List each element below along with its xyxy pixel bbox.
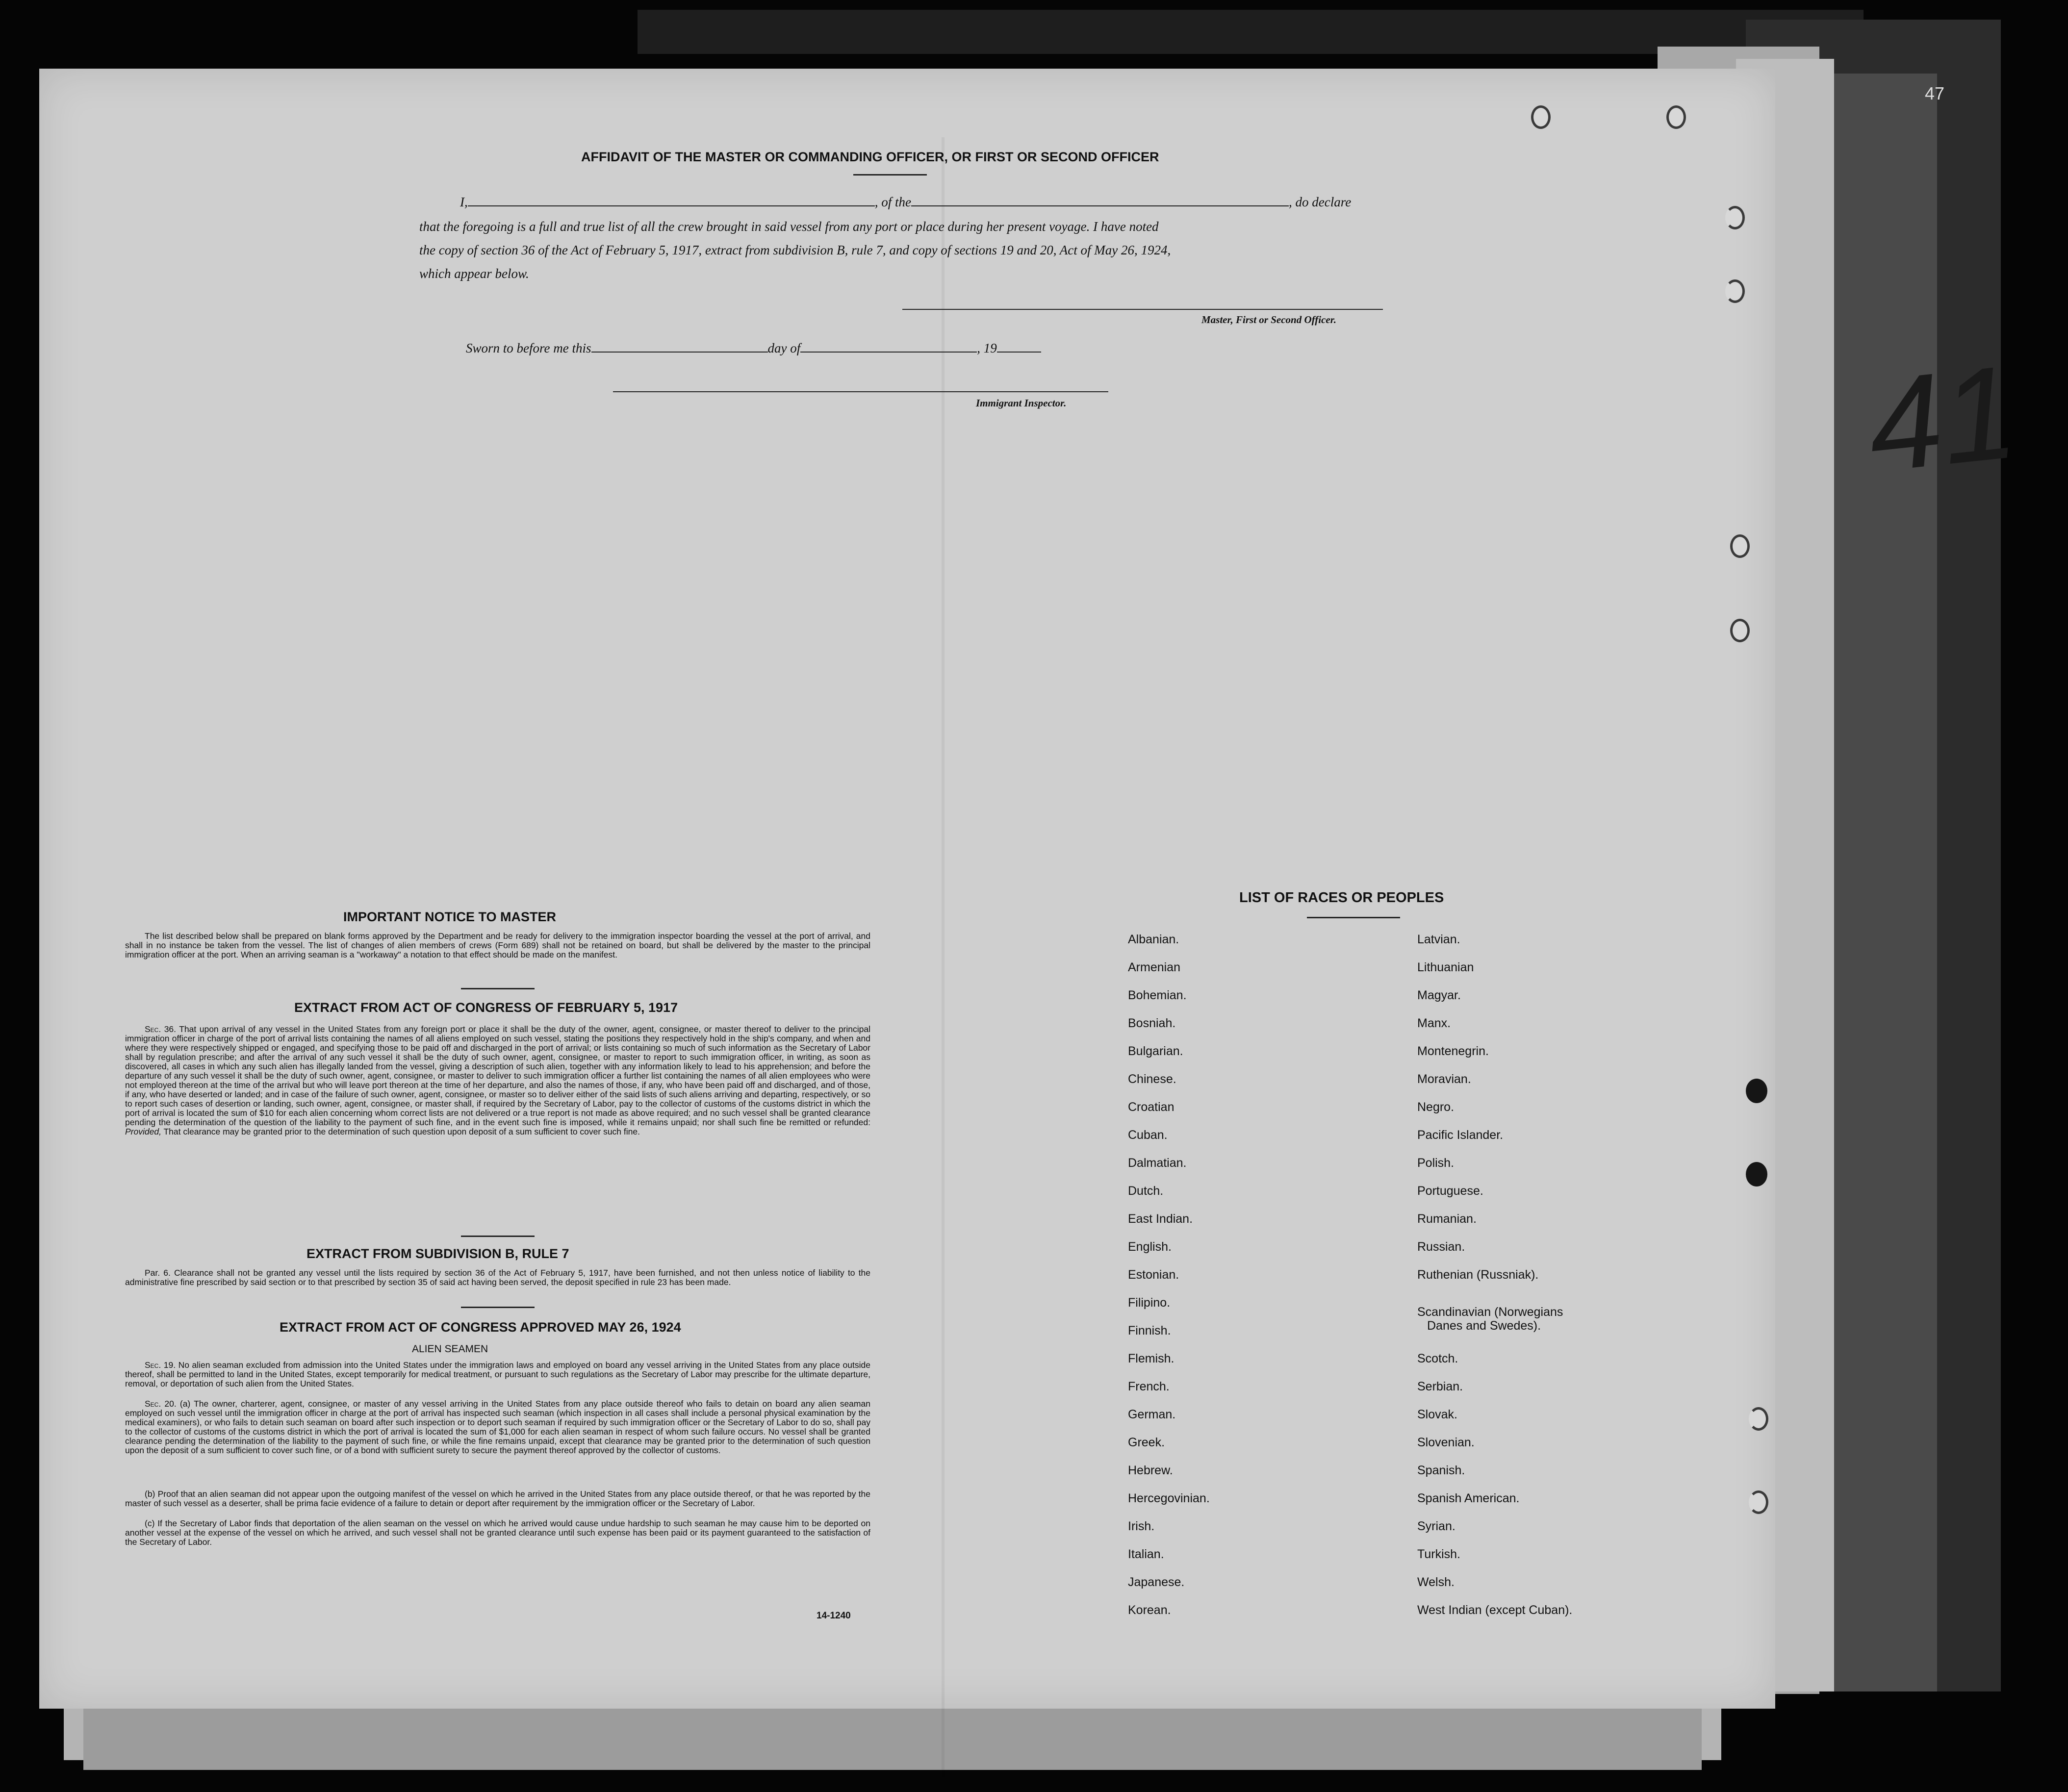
vessel-blank bbox=[911, 205, 1289, 206]
race-item: Irish. bbox=[1128, 1519, 1155, 1533]
race-item: Greek. bbox=[1128, 1436, 1165, 1449]
race-item: Albanian. bbox=[1128, 933, 1179, 946]
form-number: 14-1240 bbox=[817, 1611, 851, 1621]
page-fold bbox=[942, 137, 945, 1777]
punch-hole bbox=[1746, 1079, 1767, 1103]
rule-7-title: EXTRACT FROM SUBDIVISION B, RULE 7 bbox=[306, 1246, 569, 1261]
race-item: Rumanian. bbox=[1417, 1212, 1477, 1226]
section-rule bbox=[461, 1307, 535, 1308]
name-blank bbox=[468, 205, 875, 206]
section-20a-text: Sec. 20. (a) The owner, charterer, agent, consignee, or master of any vessel arriving in the United States from any place outside thereof who fails to detain on board any alien seaman employed on such vessel until the immigration officer in charge at the port of arrival has inspected such seaman (which inspection in all cases shall include a personal physical examination by the medical examiners), or who fails to detain such seaman on board after such inspection or to deport such seaman if required by such immigration officer or the Secretary of Labor to do so, shall pay to the collector of customs of the customs district in which the port of arrival is located the sum of $1,000 for each alien seaman in respect of whom such failure occurs. No vessel shall be granted clearance pending the determination of the liability to the payment of such fine, or while the fine remains unpaid, except that clearance may be granted prior to the determination of such question upon the deposit of a sum sufficient to cover such fine, or of a bond with sufficient surety to secure the payment thereof approved by the collector of customs. bbox=[125, 1399, 870, 1455]
race-item: Armenian bbox=[1128, 960, 1180, 974]
race-item: Moravian. bbox=[1417, 1072, 1471, 1086]
extract-1917-text: Sec. 36. That upon arrival of any vessel in the United States from any foreign port or place it shall be the duty of the owner, agent, consignee, or master thereof to deliver to the principal immigration officer in charge of the port of arrival lists containing the names of all aliens employed on such vessel, stating the positions they respectively hold in the ship's company, and when and where they were respectively shipped or engaged, and specifying those to be paid off and discharged in the port of arrival; or lists containing so much of such information as the Secretary of Labor shall by regulation prescribe; and after the arrival of any such vessel it shall be the duty of such owner, agent, consignee, or master to report to such immigration officer, in writing, as soon as discovered, all cases in which any such alien has illegally landed from the vessel, giving a description of such alien, together with any information likely to lead to his apprehension; and before the departure of any such vessel it shall be the duty of such owner, agent, consignee, or master to deliver to such immigration officer a further list containing the names of all alien employees who were not employed thereon at the time of the arrival but who will leave port thereon at the time of her departure, and also the names of those, if any, who have been paid off and discharged, and of those, if any, who have deserted or landed; and in case of the failure of such owner, agent, consignee, or master so to deliver either of the said lists of such aliens arriving and departing, respectively, or so to report such cases of desertion or landing, such owner, agent, consignee, or master shall, if required by the Secretary of Labor, pay to the collector of customs of the customs district in which the port of arrival is located the sum of $10 for each alien concerning whom correct lists are not delivered or a true report is not made as above required; and no such vessel shall be granted clearance pending the determination of the question of the liability to the payment of such fine, and in the event such fine is imposed, while it remains unpaid; nor shall such fine be remitted or refunded: Provided, That clearance may be granted prior to the determination of such question upon deposit of a sum sufficient to cover such fine. bbox=[125, 1024, 870, 1136]
race-item: Portuguese. bbox=[1417, 1184, 1483, 1198]
section-19-text: Sec. 19. No alien seaman excluded from admission into the United States under the immigration laws and employed on board any vessel arriving in the United States from any place outside thereof, shall be permitted to land in the United States, except temporarily for medical treatment, or pursuant to such regulations as the Secretary of Labor may prescribe for the ultimate departure, removal, or deportation of such alien from the United States. bbox=[125, 1360, 870, 1388]
race-item: Montenegrin. bbox=[1417, 1044, 1489, 1058]
race-item: Flemish. bbox=[1128, 1352, 1174, 1365]
race-item: Syrian. bbox=[1417, 1519, 1455, 1533]
affidavit-line-3: the copy of section 36 of the Act of February 5, 1917, extract from subdivision B, rule 7, and copy of sections 19 and 20, Act of May 26, 1924, bbox=[419, 243, 1171, 257]
race-item: Slovak. bbox=[1417, 1408, 1457, 1421]
race-item: Russian. bbox=[1417, 1240, 1465, 1254]
background-sheet bbox=[83, 1701, 1702, 1770]
signature-line bbox=[902, 309, 1383, 310]
day-blank bbox=[591, 352, 768, 353]
race-item: Cuban. bbox=[1128, 1128, 1168, 1142]
race-item: Spanish American. bbox=[1417, 1491, 1520, 1505]
title-rule bbox=[853, 174, 927, 176]
punch-hole bbox=[1725, 206, 1745, 229]
race-item: Bosniah. bbox=[1128, 1016, 1176, 1030]
race-item: Scandinavian (Norwegians bbox=[1417, 1305, 1563, 1319]
race-item: Hercegovinian. bbox=[1128, 1491, 1210, 1505]
race-item: Bohemian. bbox=[1128, 988, 1187, 1002]
race-item: Croatian bbox=[1128, 1100, 1174, 1114]
section-20b-text: (b) Proof that an alien seaman did not appear upon the outgoing manifest of the vessel on which he arrived in the United States from any place outside thereof, or that he was reported by the master of such vessel as a deserter, shall be prima facie evidence of a failure to detain or deport after requirement by the immigration officer or the Secretary of Labor. bbox=[125, 1489, 870, 1508]
affidavit-title: AFFIDAVIT OF THE MASTER OR COMMANDING OFFICER, OR FIRST OR SECOND OFFICER bbox=[581, 150, 1159, 164]
race-item: Danes and Swedes). bbox=[1427, 1319, 1541, 1333]
section-20c-text: (c) If the Secretary of Labor finds that deportation of the alien seaman on the vessel on which he arrived would cause undue hardship to such seaman he may cause him to be deported on another vessel at the expense of the vessel on which he arrived, and such vessel shall not be granted clearance until such expense has been paid or its payment guaranteed to the satisfaction of the Secretary of Labor. bbox=[125, 1518, 870, 1547]
punch-hole bbox=[1730, 619, 1750, 642]
races-title: LIST OF RACES OR PEOPLES bbox=[1239, 890, 1444, 906]
race-item: Filipino. bbox=[1128, 1296, 1171, 1310]
punch-hole bbox=[1746, 1162, 1767, 1186]
punch-hole bbox=[1749, 1407, 1768, 1431]
extract-1924-title: EXTRACT FROM ACT OF CONGRESS APPROVED MAY 26, 1924 bbox=[280, 1320, 681, 1335]
race-item: Estonian. bbox=[1128, 1268, 1179, 1282]
race-item: Turkish. bbox=[1417, 1547, 1460, 1561]
race-item: West Indian (except Cuban). bbox=[1417, 1603, 1573, 1617]
inspector-line bbox=[613, 391, 1108, 392]
affidavit-line-4: which appear below. bbox=[419, 266, 529, 281]
race-item: Dalmatian. bbox=[1128, 1156, 1187, 1170]
race-item: Finnish. bbox=[1128, 1324, 1171, 1338]
month-blank bbox=[800, 352, 977, 353]
punch-hole bbox=[1725, 279, 1745, 303]
signature-caption: Master, First or Second Officer. bbox=[1201, 314, 1336, 326]
race-item: Slovenian. bbox=[1417, 1436, 1475, 1449]
race-item: Negro. bbox=[1417, 1100, 1455, 1114]
race-item: Magyar. bbox=[1417, 988, 1461, 1002]
year-blank bbox=[997, 352, 1041, 353]
sworn-line: Sworn to before me this day of , 19 bbox=[466, 341, 1041, 356]
inspector-caption: Immigrant Inspector. bbox=[976, 397, 1067, 409]
race-item: Italian. bbox=[1128, 1547, 1164, 1561]
section-rule bbox=[461, 988, 535, 989]
race-item: Polish. bbox=[1417, 1156, 1455, 1170]
race-item: Spanish. bbox=[1417, 1464, 1465, 1477]
race-item: Manx. bbox=[1417, 1016, 1451, 1030]
document-page bbox=[39, 69, 1775, 1709]
punch-hole bbox=[1531, 105, 1551, 129]
race-item: Pacific Islander. bbox=[1417, 1128, 1504, 1142]
handwritten-annotation: 41 bbox=[1861, 338, 2023, 500]
race-item: Scotch. bbox=[1417, 1352, 1458, 1365]
race-item: Serbian. bbox=[1417, 1380, 1463, 1393]
punch-hole bbox=[1749, 1490, 1768, 1514]
races-title-rule bbox=[1307, 917, 1400, 918]
section-rule bbox=[461, 1236, 535, 1237]
race-item: Korean. bbox=[1128, 1603, 1171, 1617]
race-item: French. bbox=[1128, 1380, 1170, 1393]
rule-7-text: Par. 6. Clearance shall not be granted any vessel until the lists required by section 36 of the Act of February 5, 1917, have been furnished, and not then unless notice of liability to the administrative fine prescribed by said section or to that prescribed by section 35 of said act having been served, the deposit specified in rule 23 has been made. bbox=[125, 1268, 870, 1287]
race-item: Ruthenian (Russniak). bbox=[1417, 1268, 1539, 1282]
race-item: Latvian. bbox=[1417, 933, 1460, 946]
race-item: German. bbox=[1128, 1408, 1176, 1421]
race-item: English. bbox=[1128, 1240, 1172, 1254]
affidavit-line-1: I, , of the , do declare bbox=[460, 195, 1352, 209]
notice-title: IMPORTANT NOTICE TO MASTER bbox=[343, 909, 556, 924]
race-item: Bulgarian. bbox=[1128, 1044, 1183, 1058]
race-item: Welsh. bbox=[1417, 1575, 1455, 1589]
notice-text: The list described below shall be prepared on blank forms approved by the Department and be ready for delivery to the immigration inspector boarding the vessel at the port of arrival, and shall in no instance be taken from the vessel. The list of changes of alien members of crews (Form 689) shall not be retained on board, but shall be delivered by the master to the principal immigration officer at the port. When an arriving seaman is a "workaway" a notation to that effect should be made on the manifest. bbox=[125, 931, 870, 959]
race-item: Japanese. bbox=[1128, 1575, 1185, 1589]
alien-seamen-subtitle: ALIEN SEAMEN bbox=[412, 1343, 488, 1355]
punch-hole bbox=[1730, 534, 1750, 558]
race-item: Lithuanian bbox=[1417, 960, 1474, 974]
extract-1917-title: EXTRACT FROM ACT OF CONGRESS OF FEBRUARY 5, 1917 bbox=[294, 1000, 678, 1015]
race-item: East Indian. bbox=[1128, 1212, 1193, 1226]
page-number: 47 bbox=[1925, 83, 1945, 103]
race-item: Chinese. bbox=[1128, 1072, 1176, 1086]
race-item: Hebrew. bbox=[1128, 1464, 1173, 1477]
affidavit-line-2: that the foregoing is a full and true list of all the crew brought in said vessel from any port or place during her present voyage. I have noted bbox=[419, 219, 1159, 234]
race-item: Dutch. bbox=[1128, 1184, 1164, 1198]
punch-hole bbox=[1666, 105, 1686, 129]
